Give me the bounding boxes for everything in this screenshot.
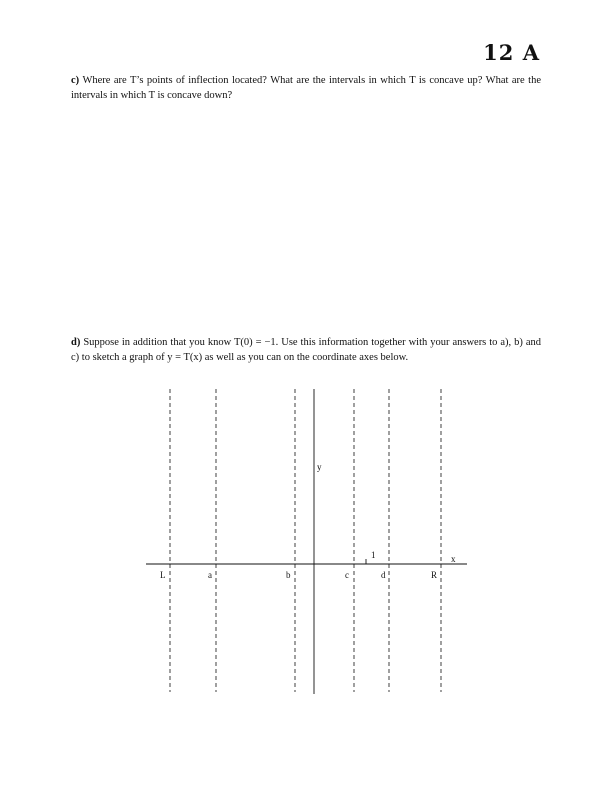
x-axis-label: x [451,554,456,564]
question-d-label: d) [71,337,81,348]
y-axis-label: y [317,462,322,472]
label-c: c [345,570,349,580]
question-c-label: c) [71,75,80,86]
label-d: d [381,570,386,580]
label-L: L [160,570,166,580]
label-b: b [286,570,291,580]
label-a: a [208,570,212,580]
question-d-text: Suppose in addition that you know T(0) = −1. Use this information together with your answers to a), b) and c) to sketch a graph of y = T(x) as well as you can on the coordinate axes below. [71,337,542,363]
page-number: 12 A [483,40,540,65]
label-R: R [431,570,438,580]
unit-tick-label: 1 [371,550,376,560]
question-c-text: Where are T’s points of inflection located? What are the intervals in which T is concave up? What are the intervals in which T is concave down? [71,75,541,101]
